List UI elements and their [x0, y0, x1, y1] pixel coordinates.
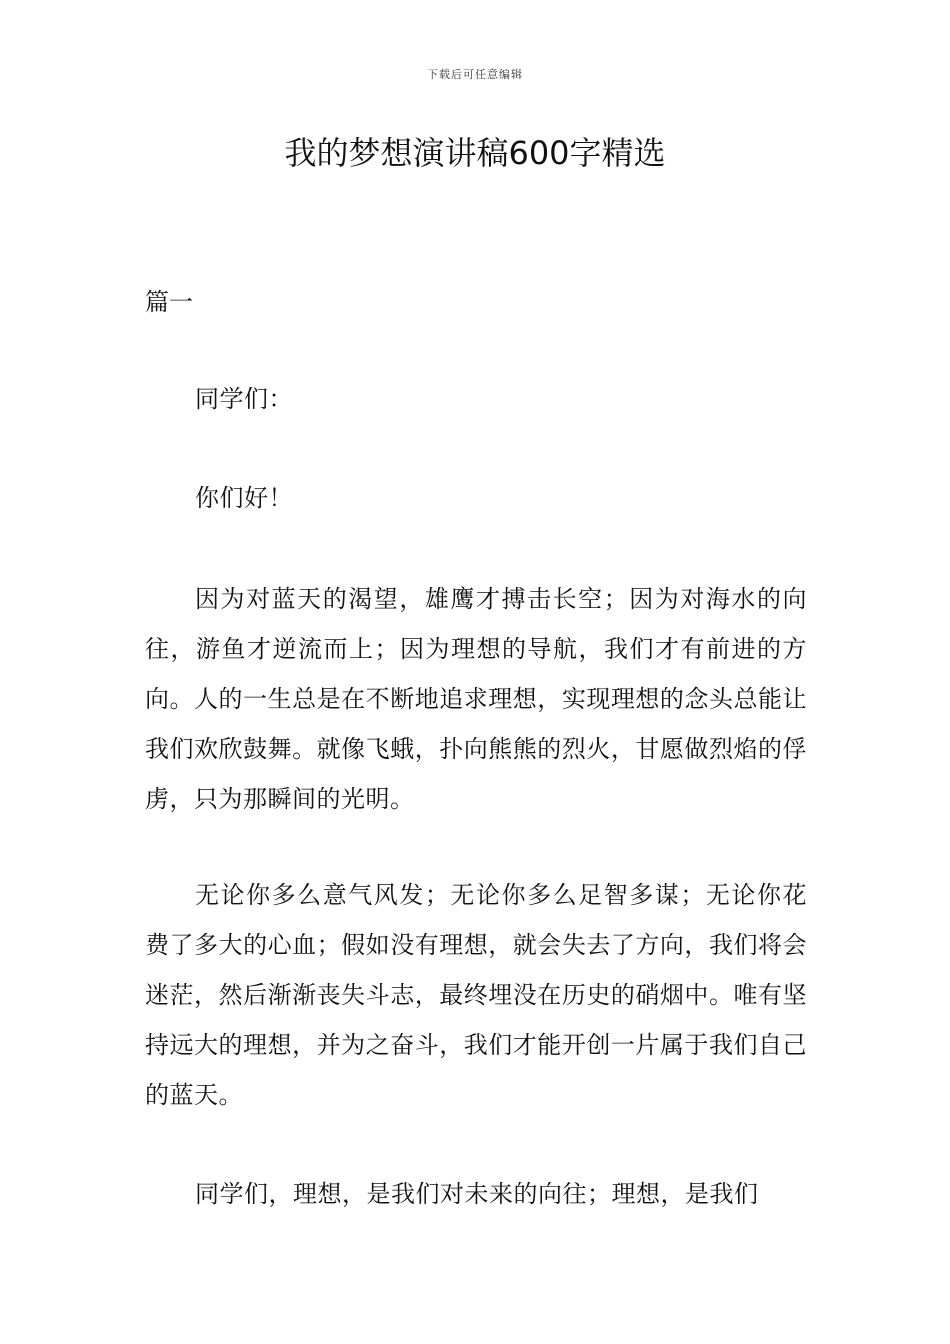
header-note: 下载后可任意编辑	[427, 68, 523, 81]
body-paragraph-2: 无论你多么意气风发；无论你多么足智多谋；无论你花费了多大的心血；假如没有理想，就会失去了方向，我们将会迷茫，然后渐渐丧失斗志，最终埋没在历史的硝烟中。唯有坚持远大的理想，并为之奋斗，我们才能开创一片属于我们自己的蓝天。	[145, 881, 807, 1109]
body-paragraph-3: 同学们，理想，是我们对未来的向往；理想，是我们	[195, 1180, 759, 1208]
greeting-line: 同学们：	[195, 385, 293, 413]
hello-line: 你们好！	[195, 484, 293, 512]
page-title: 我的梦想演讲稿600字精选	[284, 134, 666, 172]
body-paragraph-1: 因为对蓝天的渴望，雄鹰才搏击长空；因为对海水的向往，游鱼才逆流而上；因为理想的导航，我们才有前进的方向。人的一生总是在不断地追求理想，实现理想的念头总能让我们欢欣鼓舞。就像飞蛾，扑向熊熊的烈火，甘愿做烈焰的俘虏，只为那瞬间的光明。	[145, 585, 807, 813]
section-label: 篇一	[145, 288, 193, 316]
